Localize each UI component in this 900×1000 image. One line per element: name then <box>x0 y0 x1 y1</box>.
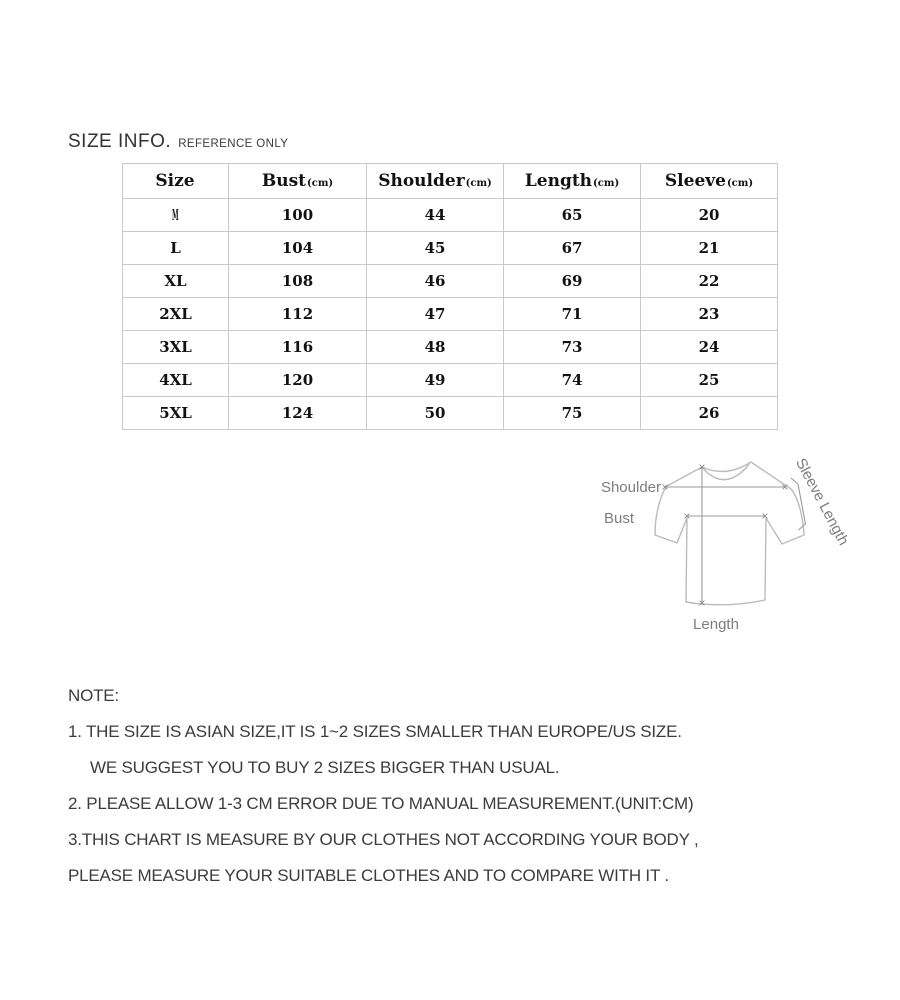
notes-heading: NOTE: <box>68 686 119 705</box>
bust-cell: 100 <box>229 199 367 232</box>
cross-icon: × <box>661 480 669 494</box>
length-cell: 67 <box>504 232 641 265</box>
shoulder-label: Shoulder <box>600 479 661 496</box>
bust-cell: 104 <box>229 232 367 265</box>
sleeve-length-label: Sleeve Length <box>791 455 852 549</box>
bust-cell: 124 <box>229 397 367 430</box>
shoulder-cell: 46 <box>367 265 504 298</box>
table-row-2xl <box>123 298 778 331</box>
tshirt-measurement-diagram <box>585 440 865 650</box>
table-row-5xl <box>123 397 778 430</box>
bust-cell: 116 <box>229 331 367 364</box>
page-title-row <box>68 131 288 153</box>
page-title: SIZE INFO. <box>68 131 172 152</box>
sleeve-cell: 25 <box>641 364 778 397</box>
length-cell: 65 <box>504 199 641 232</box>
column-header-bust: Bust(cm) <box>229 164 367 199</box>
shoulder-cell: 47 <box>367 298 504 331</box>
size-cell: L <box>123 232 229 265</box>
bust-label: Bust <box>604 510 635 527</box>
sleeve-cell: 24 <box>641 331 778 364</box>
shoulder-cell: 50 <box>367 397 504 430</box>
bust-cell: 112 <box>229 298 367 331</box>
column-header-length: Length(cm) <box>504 164 641 199</box>
cross-icon: × <box>698 596 706 610</box>
shoulder-cell: 48 <box>367 331 504 364</box>
note-line: WE SUGGEST YOU TO BUY 2 SIZES BIGGER THAN USUAL. <box>90 758 560 777</box>
length-cell: 74 <box>504 364 641 397</box>
size-cell: M <box>123 199 229 232</box>
shoulder-cell: 49 <box>367 364 504 397</box>
sleeve-cell: 23 <box>641 298 778 331</box>
bust-cell: 120 <box>229 364 367 397</box>
bust-cell: 108 <box>229 265 367 298</box>
column-header-size: Size <box>123 164 229 199</box>
cross-icon: × <box>698 460 706 474</box>
cross-icon: × <box>781 480 789 494</box>
size-cell: 4XL <box>123 364 229 397</box>
length-cell: 71 <box>504 298 641 331</box>
cross-icon: × <box>761 509 769 523</box>
size-cell: 5XL <box>123 397 229 430</box>
length-cell: 75 <box>504 397 641 430</box>
note-line: PLEASE MEASURE YOUR SUITABLE CLOTHES AND TO COMPARE WITH IT . <box>68 866 669 885</box>
size-chart-table <box>122 163 778 430</box>
column-header-sleeve: Sleeve(cm) <box>641 164 778 199</box>
size-cell: 3XL <box>123 331 229 364</box>
shoulder-cell: 45 <box>367 232 504 265</box>
table-header-row <box>123 164 778 199</box>
diagram-labels <box>601 456 852 633</box>
table-row-xl <box>123 265 778 298</box>
table-row-4xl <box>123 364 778 397</box>
note-line: 3.THIS CHART IS MEASURE BY OUR CLOTHES NOT ACCORDING YOUR BODY , <box>68 830 699 849</box>
shoulder-cell: 44 <box>367 199 504 232</box>
size-cell: 2XL <box>123 298 229 331</box>
length-cell: 73 <box>504 331 641 364</box>
sleeve-cell: 22 <box>641 265 778 298</box>
table-row-m <box>123 199 778 232</box>
size-cell: XL <box>123 265 229 298</box>
table-row-l <box>123 232 778 265</box>
page-subtitle: REFERENCE ONLY <box>178 138 289 150</box>
sleeve-cell: 26 <box>641 397 778 430</box>
note-line: 1. THE SIZE IS ASIAN SIZE,IT IS 1~2 SIZES SMALLER THAN EUROPE/US SIZE. <box>68 722 682 741</box>
sleeve-cell: 20 <box>641 199 778 232</box>
sleeve-cell: 21 <box>641 232 778 265</box>
note-line: 2. PLEASE ALLOW 1-3 CM ERROR DUE TO MANUAL MEASUREMENT.(UNIT:CM) <box>68 794 694 813</box>
table-row-3xl <box>123 331 778 364</box>
length-cell: 69 <box>504 265 641 298</box>
length-label: Length <box>693 616 739 633</box>
cross-icon: × <box>683 509 691 523</box>
column-header-shoulder: Shoulder(cm) <box>367 164 504 199</box>
